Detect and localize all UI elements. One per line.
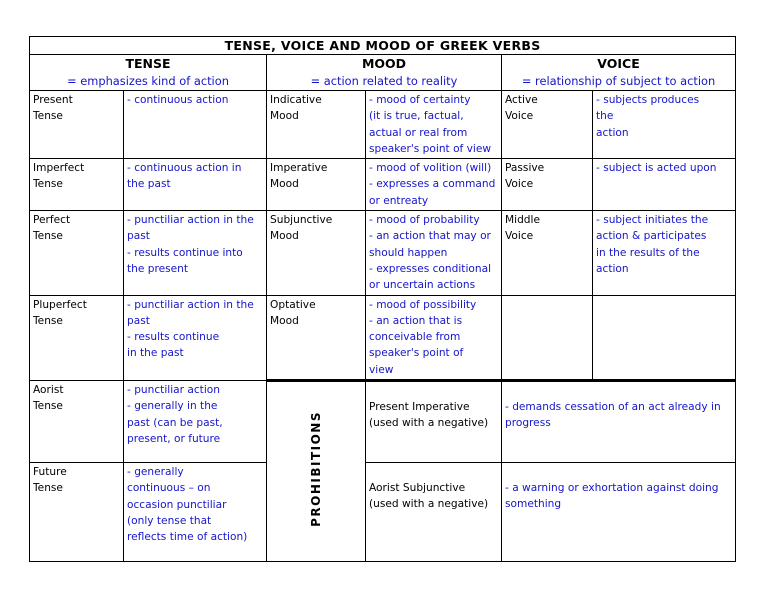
tense-name: Imperfect Tense	[30, 159, 124, 211]
prohibition-name: Present Imperative (used with a negative)	[366, 381, 502, 463]
voice-description	[593, 295, 736, 380]
prohibition-name: Aorist Subjunctive (used with a negative)	[366, 463, 502, 562]
mood-header-label: MOOD	[361, 56, 407, 71]
mood-name: Subjunctive Mood	[267, 211, 366, 295]
voice-description: - subjects produces the action	[593, 91, 736, 159]
mood-description: - mood of possibility - an action that is conceivable from speaker's point of view	[366, 295, 502, 380]
table-row	[30, 381, 736, 463]
voice-description: - subject is acted upon	[593, 159, 736, 211]
tense-name: Aorist Tense	[30, 381, 124, 463]
voice-header	[502, 55, 736, 91]
tense-name: Pluperfect Tense	[30, 295, 124, 380]
tense-description: - continuous action	[124, 91, 267, 159]
tense-header-sub: = emphasizes kind of action	[67, 74, 229, 88]
voice-header-sub: = relationship of subject to action	[521, 74, 716, 88]
mood-name: Indicative Mood	[267, 91, 366, 159]
voice-name: Passive Voice	[502, 159, 593, 211]
tense-header-label: TENSE	[125, 56, 171, 71]
mood-description: - mood of certainty (it is true, factual, actual or real from speaker's point of view	[366, 91, 502, 159]
tense-description: - generally continuous – on occasion punctiliar (only tense that reflects time of action)	[124, 463, 267, 562]
mood-description: - mood of volition (will) - expresses a command or entreaty	[366, 159, 502, 211]
mood-description: - mood of probability - an action that may or should happen - expresses conditional or uncertain actions	[366, 211, 502, 295]
mood-name: Optative Mood	[267, 295, 366, 380]
prohibitions-cell	[267, 381, 366, 562]
tense-name: Future Tense	[30, 463, 124, 562]
voice-name: Middle Voice	[502, 211, 593, 295]
mood-name: Imperative Mood	[267, 159, 366, 211]
mood-header	[267, 55, 502, 91]
table-row	[30, 91, 736, 159]
tense-name: Present Tense	[30, 91, 124, 159]
greek-verbs-table	[29, 36, 736, 562]
table-row	[30, 211, 736, 295]
tense-description: - punctiliar action - generally in the past (can be past, present, or future	[124, 381, 267, 463]
tense-description: - punctiliar action in the past - results continue in the past	[124, 295, 267, 380]
table-row	[30, 295, 736, 380]
tense-name: Perfect Tense	[30, 211, 124, 295]
voice-name	[502, 295, 593, 380]
prohibitions-label: PROHIBITIONS	[308, 410, 323, 527]
tense-header	[30, 55, 267, 91]
voice-description: - subject initiates the action & participates in the results of the action	[593, 211, 736, 295]
tense-description: - punctiliar action in the past - results continue into the present	[124, 211, 267, 295]
table-row	[30, 159, 736, 211]
prohibition-description: - a warning or exhortation against doing something	[502, 463, 736, 562]
voice-header-label: VOICE	[597, 56, 640, 71]
table-row	[30, 463, 736, 562]
mood-header-sub: = action related to reality	[310, 74, 458, 88]
table-title: TENSE, VOICE AND MOOD OF GREEK VERBS	[30, 37, 736, 55]
prohibition-description: - demands cessation of an act already in progress	[502, 381, 736, 463]
voice-name: Active Voice	[502, 91, 593, 159]
tense-description: - continuous action in the past	[124, 159, 267, 211]
